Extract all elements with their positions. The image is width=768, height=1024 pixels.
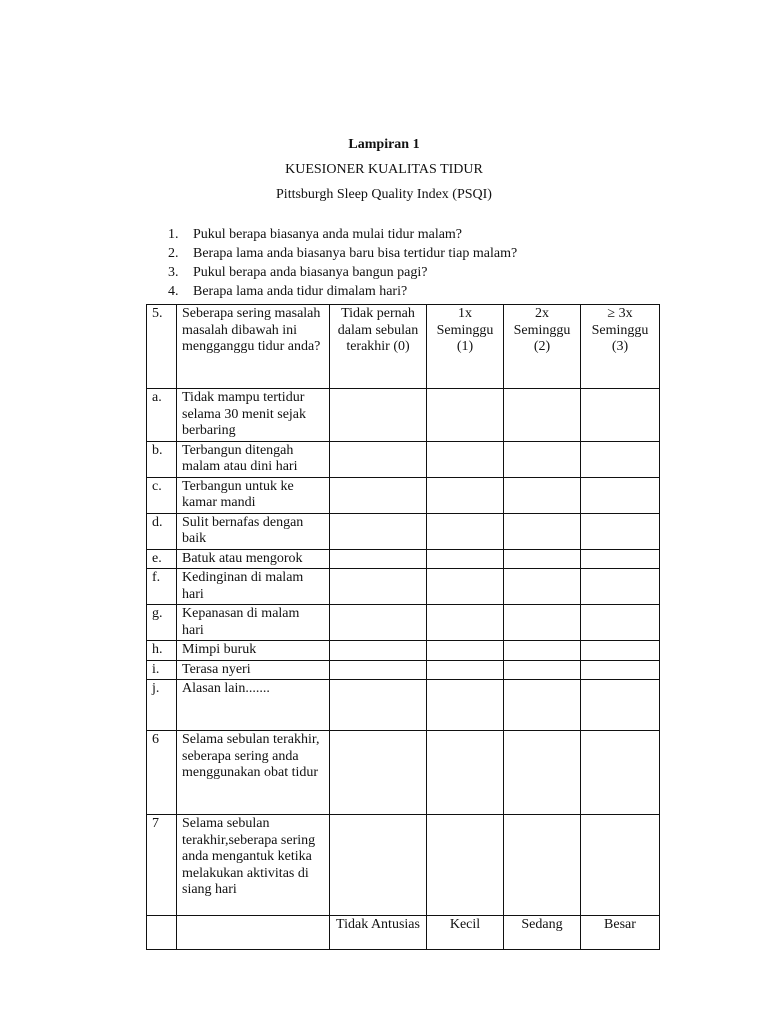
answer-cell[interactable] [581,549,660,569]
row-text: Terbangun untuk ke kamar mandi [177,477,330,513]
question-item [168,263,517,282]
header-question: Seberapa sering masalah masalah dibawah ini mengganggu tidur anda? [177,305,330,389]
answer-cell[interactable] [330,815,427,916]
questionnaire-title: KUESIONER KUALITAS TIDUR [285,162,483,177]
answer-cell[interactable] [504,513,581,549]
answer-cell[interactable] [330,389,427,442]
answer-cell[interactable] [427,477,504,513]
table-row [147,731,660,815]
table-row [147,513,660,549]
empty-cell [177,916,330,950]
scale-medium: Sedang [504,916,581,950]
row-key: f. [147,569,177,605]
answer-cell[interactable] [581,477,660,513]
row-text: Sulit bernafas dengan baik [177,513,330,549]
question-item [168,225,517,244]
row-text: Kedinginan di malam hari [177,569,330,605]
scale-large: Besar [581,916,660,950]
header-number: 5. [147,305,177,389]
answer-cell[interactable] [504,641,581,661]
row-key: j. [147,680,177,731]
answer-cell[interactable] [330,680,427,731]
answer-cell[interactable] [504,549,581,569]
answer-cell[interactable] [427,389,504,442]
table-row [147,569,660,605]
answer-cell[interactable] [330,441,427,477]
answer-cell[interactable] [581,441,660,477]
answer-cell[interactable] [504,569,581,605]
answer-cell[interactable] [427,569,504,605]
answer-cell[interactable] [330,731,427,815]
answer-cell[interactable] [581,815,660,916]
row-key: g. [147,605,177,641]
table-row [147,605,660,641]
table-row [147,389,660,442]
question-number: 4. [168,284,179,299]
answer-cell[interactable] [330,513,427,549]
answer-cell[interactable] [330,477,427,513]
answer-cell[interactable] [427,680,504,731]
row-key: i. [147,660,177,680]
answer-cell[interactable] [504,660,581,680]
row-key: a. [147,389,177,442]
question-text: Pukul berapa biasanya anda mulai tidur malam? [193,227,463,242]
table-row [147,477,660,513]
header-twice-weekly: 2x Seminggu (2) [504,305,581,389]
row-text: Kepanasan di malam hari [177,605,330,641]
answer-cell[interactable] [581,641,660,661]
header-thrice-weekly: ≥ 3x Seminggu (3) [581,305,660,389]
row-key: 7 [147,815,177,916]
answer-cell[interactable] [581,513,660,549]
row-text: Tidak mampu tertidur selama 30 menit sejak berbaring [177,389,330,442]
answer-cell[interactable] [504,441,581,477]
question-item [168,282,517,301]
answer-cell[interactable] [427,660,504,680]
row-text: Terbangun ditengah malam atau dini hari [177,441,330,477]
answer-cell[interactable] [504,605,581,641]
answer-cell[interactable] [330,605,427,641]
question-text: Berapa lama anda biasanya baru bisa tertidur tiap malam? [193,246,518,261]
answer-cell[interactable] [330,569,427,605]
row-key: e. [147,549,177,569]
answer-cell[interactable] [427,641,504,661]
row-key: b. [147,441,177,477]
row-key: h. [147,641,177,661]
header-never: Tidak pernah dalam sebulan terakhir (0) [330,305,427,389]
table-row [147,441,660,477]
row-text: Selama sebulan terakhir, seberapa sering anda menggunakan obat tidur [177,731,330,815]
answer-cell[interactable] [581,569,660,605]
row-key: 6 [147,731,177,815]
question-number: 3. [168,265,179,280]
scale-small: Kecil [427,916,504,950]
answer-cell[interactable] [427,731,504,815]
row-text: Mimpi buruk [177,641,330,661]
table-row [147,641,660,661]
question-number: 2. [168,246,179,261]
answer-cell[interactable] [581,731,660,815]
answer-cell[interactable] [330,660,427,680]
answer-cell[interactable] [581,660,660,680]
answer-cell[interactable] [504,389,581,442]
answer-cell[interactable] [427,605,504,641]
answer-cell[interactable] [504,731,581,815]
table-header-row [147,305,660,389]
answer-cell[interactable] [330,641,427,661]
table-footer-row [147,916,660,950]
table-row [147,815,660,916]
header-once-weekly: 1x Seminggu (1) [427,305,504,389]
question-text: Pukul berapa anda biasanya bangun pagi? [193,265,428,280]
index-name: Pittsburgh Sleep Quality Index (PSQI) [276,187,492,202]
answer-cell[interactable] [504,815,581,916]
row-text: Alasan lain....... [177,680,330,731]
table-row [147,680,660,731]
answer-cell[interactable] [427,513,504,549]
row-text: Batuk atau mengorok [177,549,330,569]
answer-cell[interactable] [427,441,504,477]
answer-cell[interactable] [581,680,660,731]
sleep-quality-table [146,304,660,950]
answer-cell[interactable] [504,477,581,513]
row-key: c. [147,477,177,513]
scale-not-enthusiastic: Tidak Antusias [330,916,427,950]
table-row [147,660,660,680]
row-text: Terasa nyeri [177,660,330,680]
question-list [168,225,517,301]
empty-cell [147,916,177,950]
answer-cell[interactable] [427,549,504,569]
answer-cell[interactable] [427,815,504,916]
answer-cell[interactable] [504,680,581,731]
question-text: Berapa lama anda tidur dimalam hari? [193,284,408,299]
row-text: Selama sebulan terakhir,seberapa sering anda mengantuk ketika melakukan aktivitas di siang hari [177,815,330,916]
table-row [147,549,660,569]
question-item [168,244,517,263]
answer-cell[interactable] [581,605,660,641]
question-number: 1. [168,227,179,242]
row-key: d. [147,513,177,549]
answer-cell[interactable] [581,389,660,442]
answer-cell[interactable] [330,549,427,569]
document-title: Lampiran 1 [348,137,420,152]
